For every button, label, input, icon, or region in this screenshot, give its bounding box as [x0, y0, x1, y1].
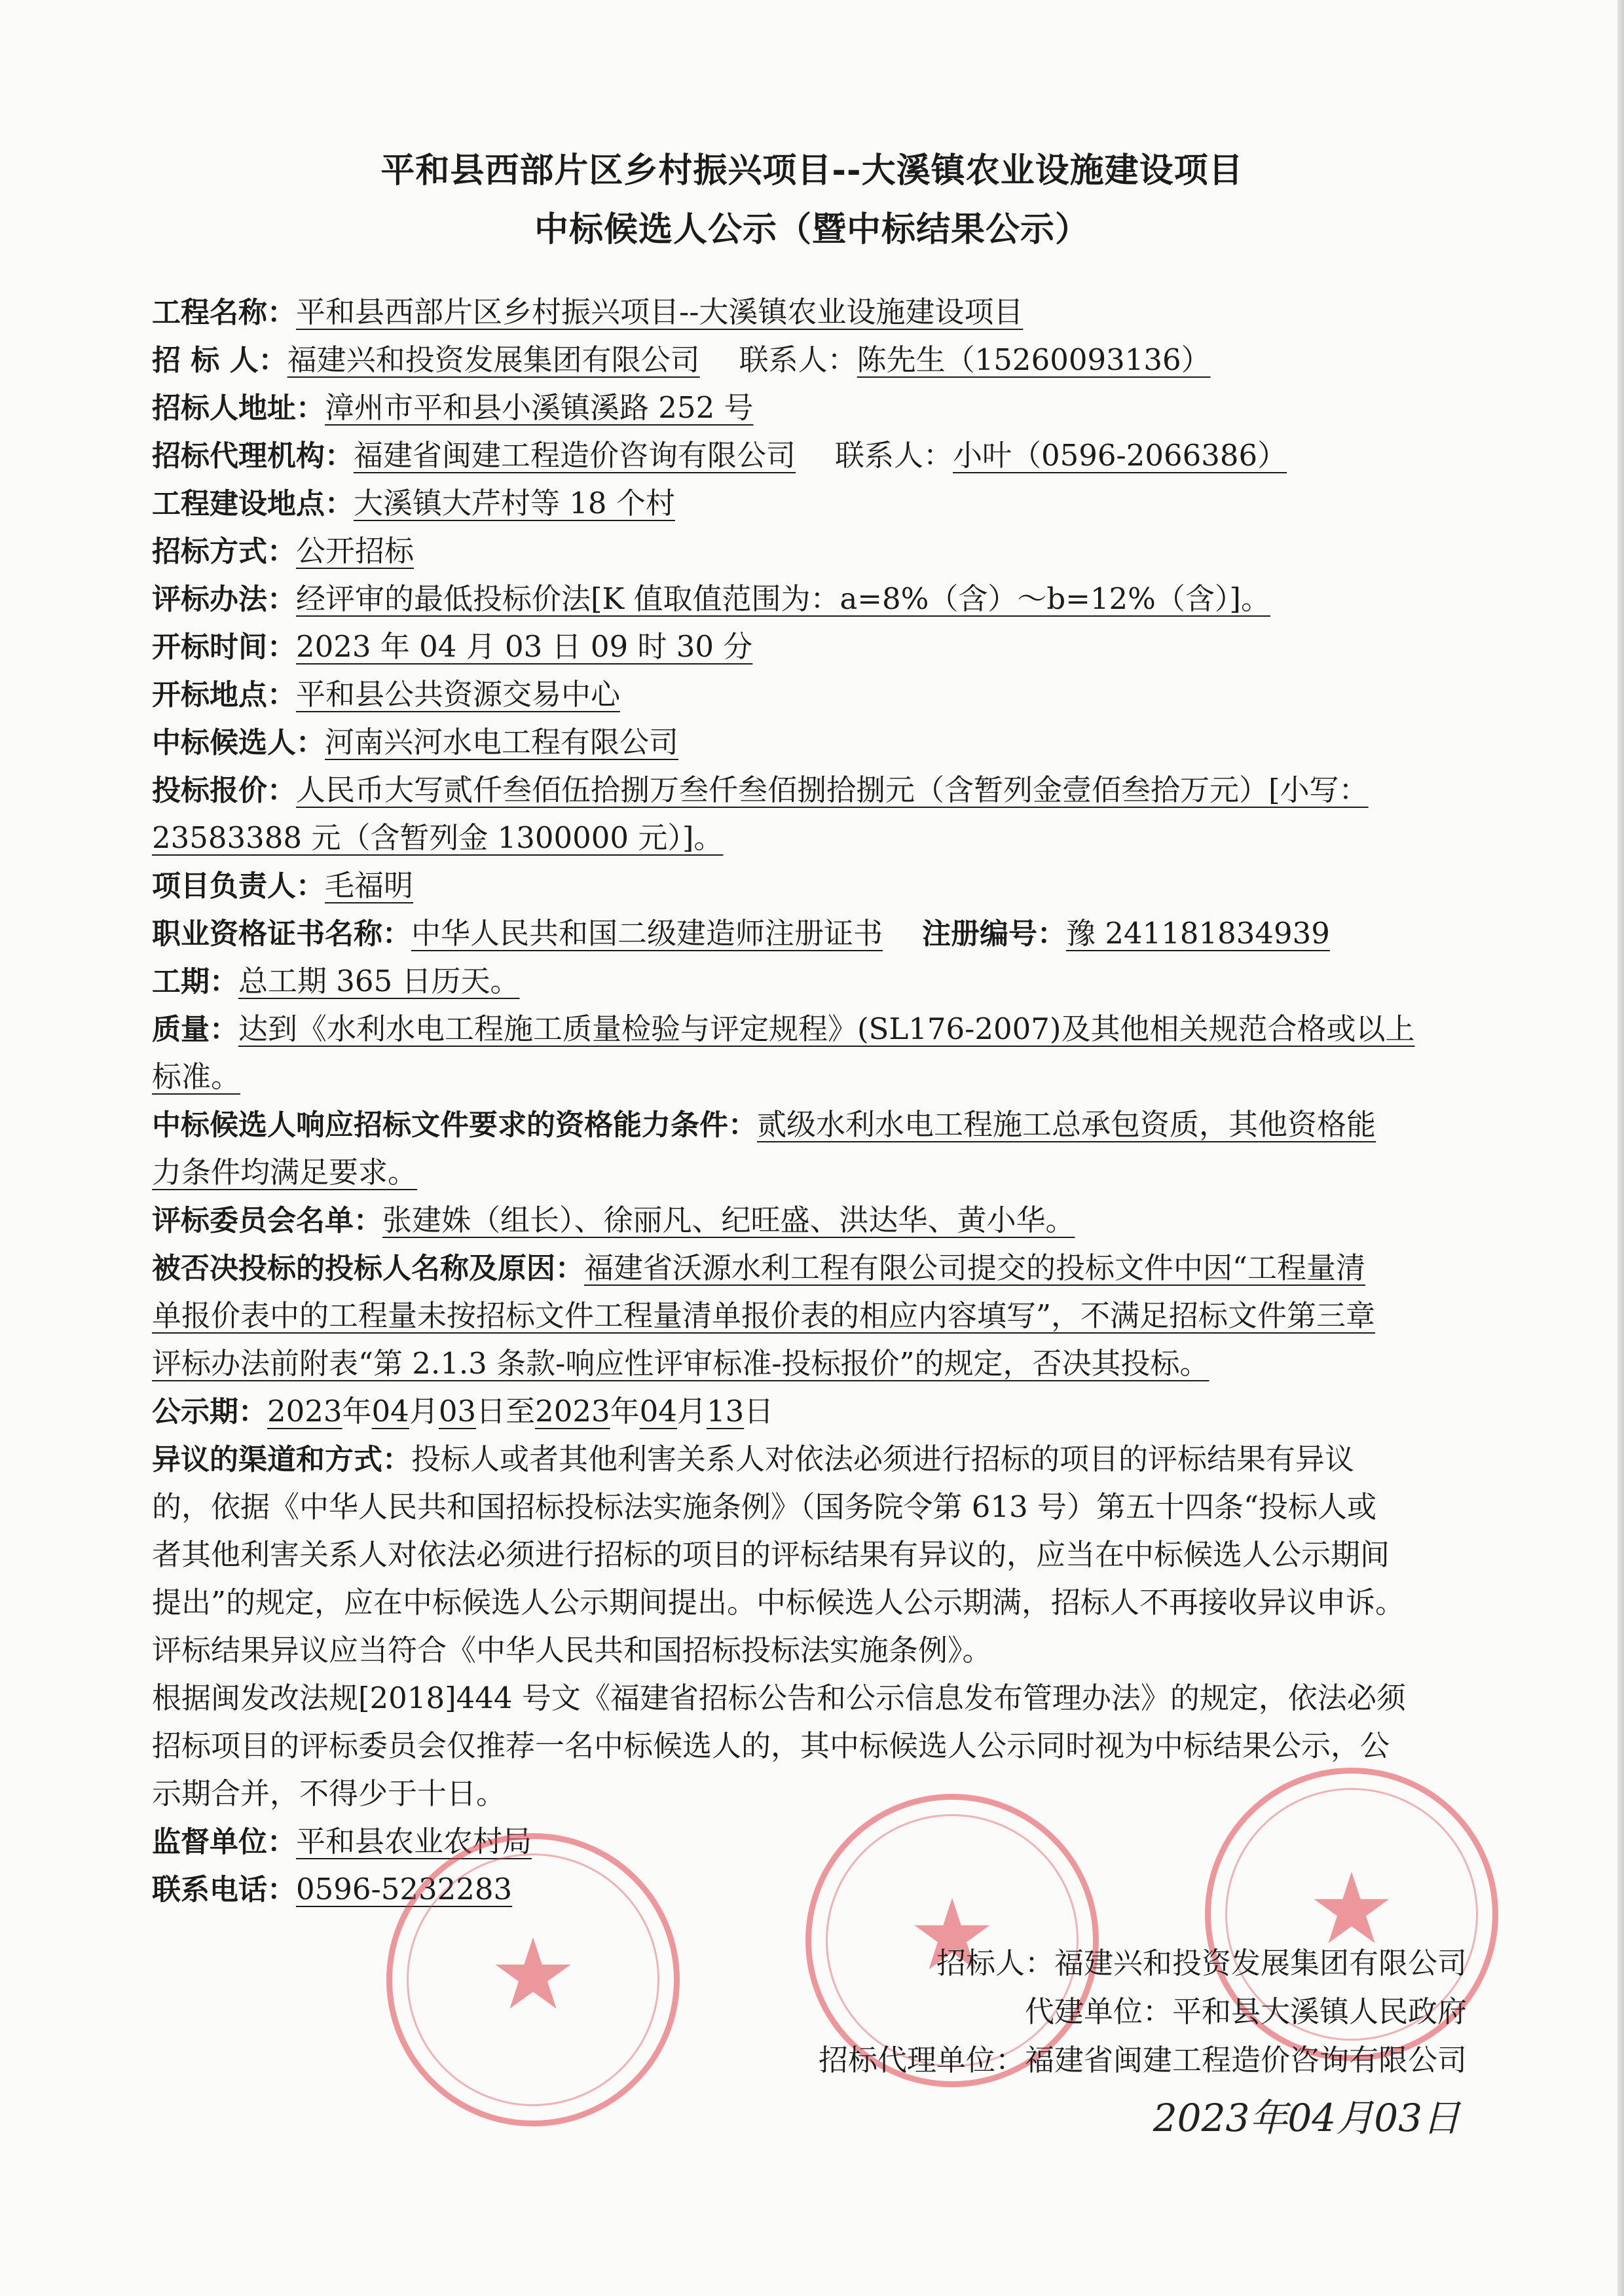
contact-value: 小叶（0596-2066386）: [953, 438, 1287, 473]
basis-row: [152, 1674, 1507, 1722]
candidate-row: [152, 718, 1507, 766]
objection-row-cont: [152, 1578, 1507, 1626]
period-text: 日至: [476, 1394, 536, 1429]
title-line-1: 平和县西部片区乡村振兴项目--大溪镇农业设施建设项目: [380, 151, 1244, 191]
period-day-1: 03: [438, 1394, 477, 1429]
field-value: 福建兴和投资发展集团有限公司: [287, 342, 700, 377]
reg-label: 注册编号：: [922, 917, 1067, 951]
signature-agency: 招标代理单位：福建省闽建工程造价咨询有限公司: [818, 2043, 1467, 2077]
period-text: 月: [409, 1394, 439, 1429]
field-label: 招标人地址：: [152, 392, 325, 425]
field-label: 开标时间：: [152, 630, 296, 664]
field-label: 工程名称：: [152, 296, 296, 329]
star-icon: ★: [489, 1918, 578, 2032]
field-label: 中标候选人：: [152, 726, 325, 759]
field-value: 达到《水利水电工程施工质量检验与评定规程》(SL176-2007)及其他相关规范合格或以上: [238, 1011, 1415, 1046]
field-value: 评标办法前附表“第 2.1.3 条款-响应性评审标准-投标报价”的规定，否决其投标。: [152, 1346, 1209, 1381]
field-value: 大溪镇大芹村等 18 个村: [354, 486, 675, 520]
certificate-row: [152, 909, 1507, 957]
committee-row: [152, 1196, 1507, 1244]
field-label: 评标办法：: [152, 583, 296, 616]
contact-label: 联系人：: [835, 438, 953, 473]
qualification-row-cont: [152, 1148, 1507, 1196]
agency-row: [152, 431, 1507, 479]
open-place-row: [152, 670, 1507, 718]
duration-row: [152, 957, 1507, 1005]
manager-row: [152, 862, 1507, 909]
bid-price-row: [152, 766, 1507, 814]
rejected-row-cont: [152, 1339, 1507, 1387]
site-row: [152, 479, 1507, 527]
field-label: 监督单位：: [152, 1825, 296, 1859]
field-value: 漳州市平和县小溪镇溪路 252 号: [325, 390, 754, 425]
quality-row-cont: [152, 1053, 1507, 1101]
period-day-2: 13: [706, 1394, 745, 1429]
paragraph-text: 招标项目的评标委员会仅推荐一名中标候选人的，其中标候选人公示同时视为中标结果公示，公: [152, 1728, 1390, 1763]
field-label: 中标候选人响应招标文件要求的资格能力条件：: [152, 1108, 757, 1142]
qualification-row: [152, 1101, 1507, 1148]
objection-row-cont: [152, 1626, 1507, 1674]
field-value: 平和县西部片区乡村振兴项目--大溪镇农业设施建设项目: [296, 295, 1024, 329]
field-value: 0596-5232283: [296, 1872, 513, 1906]
period-text: 月: [676, 1394, 707, 1429]
paragraph-text: 根据闽发改法规[2018]444 号文《福建省招标公告和公示信息发布管理办法》的规定，依法必须: [152, 1681, 1406, 1715]
period-month-2: 04: [639, 1394, 677, 1429]
open-time-row: [152, 623, 1507, 670]
scan-edge: [1617, 0, 1624, 2296]
period-row: [152, 1387, 1507, 1435]
title-line-2: 中标候选人公示（暨中标结果公示）: [534, 210, 1090, 249]
field-label: 工期：: [152, 965, 238, 998]
period-text: 年: [342, 1394, 372, 1429]
period-text: 日: [744, 1394, 774, 1429]
field-value: 23583388 元（含暂列金 1300000 元）]。: [152, 820, 724, 855]
field-label: 招标方式：: [152, 535, 296, 568]
objection-row-cont: [152, 1531, 1507, 1578]
objection-row-cont: [152, 1483, 1507, 1531]
field-label: 评标委员会名单：: [152, 1204, 382, 1237]
field-value: 人民币大写贰仟叁佰伍拾捌万叁仟叁佰捌拾捌元（含暂列金壹佰叁拾万元）[小写：: [296, 773, 1369, 807]
contact-value: 陈先生（15260093136）: [857, 342, 1211, 377]
field-value: 平和县公共资源交易中心: [296, 677, 621, 712]
star-icon: ★: [908, 1878, 997, 1993]
field-label: 招 标 人：: [152, 344, 287, 377]
paragraph-text: 者其他利害关系人对依法必须进行招标的项目的评标结果有异议的，应当在中标候选人公示期间: [152, 1537, 1390, 1572]
reg-value: 豫 241181834939: [1066, 916, 1330, 951]
field-label: 项目负责人：: [152, 869, 325, 903]
field-label: 职业资格证书名称：: [152, 917, 411, 951]
signature-date: 2023年04月03日: [1153, 2096, 1460, 2140]
field-label: 质量：: [152, 1013, 238, 1046]
project-name-row: [152, 288, 1507, 336]
period-year-2: 2023: [535, 1394, 610, 1429]
method-row: [152, 527, 1507, 575]
contact-label: 联系人：: [739, 342, 857, 377]
evaluation-row: [152, 575, 1507, 623]
signature-tenderer: 招标人：福建兴和投资发展集团有限公司: [936, 1946, 1467, 1980]
signature-builder: 代建单位：平和县大溪镇人民政府: [1024, 1994, 1467, 2029]
field-value: 毛福明: [325, 868, 414, 903]
field-label: 公示期：: [152, 1395, 267, 1429]
field-label: 开标地点：: [152, 678, 296, 712]
field-value: 平和县农业农村局: [296, 1824, 532, 1859]
field-value: 福建省沃源水利工程有限公司提交的投标文件中因“工程量清: [584, 1250, 1366, 1285]
rejected-row-cont: [152, 1292, 1507, 1339]
quality-row: [152, 1005, 1507, 1053]
field-value: 标准。: [152, 1059, 241, 1094]
tenderer-row: [152, 336, 1507, 384]
paragraph-text: 投标人或者其他利害关系人对依法必须进行招标的项目的评标结果有异议: [411, 1442, 1355, 1476]
field-value: 总工期 365 日历天。: [238, 964, 520, 998]
tenderer-address-row: [152, 384, 1507, 431]
objection-row: [152, 1435, 1507, 1483]
field-value: 力条件均满足要求。: [152, 1155, 418, 1190]
field-label: 联系电话：: [152, 1873, 296, 1906]
field-value: 公开招标: [296, 534, 415, 568]
announcement-body: [152, 288, 1507, 1913]
rejected-row: [152, 1244, 1507, 1292]
bid-price-row-cont: [152, 814, 1507, 862]
basis-row-cont: [152, 1722, 1507, 1770]
period-text: 年: [610, 1394, 640, 1429]
field-value: 经评审的最低投标价法[K 值取值范围为：a=8%（含）～b=12%（含）]。: [296, 581, 1270, 616]
paragraph-text: 示期合并，不得少于十日。: [152, 1776, 506, 1811]
field-value: 贰级水利水电工程施工总承包资质，其他资格能: [757, 1107, 1376, 1142]
paragraph-text: 评标结果异议应当符合《中华人民共和国招标投标法实施条例》。: [152, 1633, 992, 1667]
paragraph-text: 提出”的规定，应在中标候选人公示期间提出。中标候选人公示期满，招标人不再接收异议申诉。: [152, 1585, 1405, 1620]
field-label: 工程建设地点：: [152, 487, 354, 520]
field-label: 异议的渠道和方式：: [152, 1443, 411, 1476]
period-month-1: 04: [371, 1394, 409, 1429]
field-label: 投标报价：: [152, 774, 296, 807]
star-icon: ★: [1307, 1852, 1396, 1967]
field-value: 河南兴河水电工程有限公司: [325, 725, 679, 759]
period-year-1: 2023: [267, 1394, 342, 1429]
tenderer-seal: [386, 1833, 680, 2126]
field-label: 被否决投标的投标人名称及原因：: [152, 1252, 584, 1285]
field-value: 2023 年 04 月 03 日 09 时 30 分: [296, 629, 753, 664]
paragraph-text: 的，依据《中华人民共和国招标投标法实施条例》（国务院令第 613 号）第五十四条“投标人或: [152, 1489, 1377, 1524]
field-label: 招标代理机构：: [152, 439, 354, 473]
field-value: 单报价表中的工程量未按招标文件工程量清单报价表的相应内容填写”，不满足招标文件第三章: [152, 1298, 1376, 1333]
field-value: 中华人民共和国二级建造师注册证书: [411, 916, 883, 951]
field-value: 张建姝（组长）、徐丽凡、纪旺盛、洪达华、黄小华。: [382, 1203, 1075, 1237]
field-value: 福建省闽建工程造价咨询有限公司: [354, 438, 796, 473]
